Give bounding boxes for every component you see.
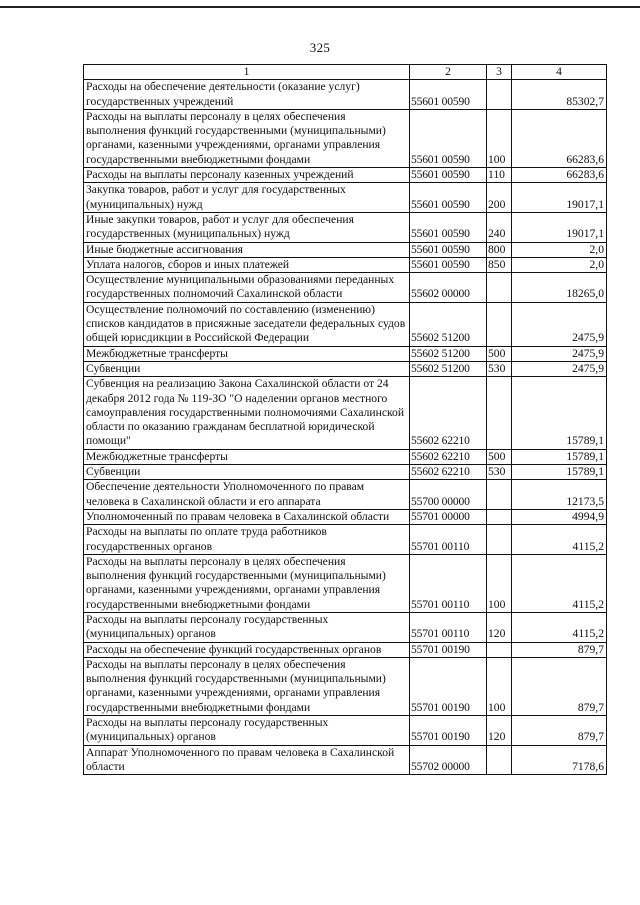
row-expense-type: 100 [487,109,512,167]
row-amount: 18265,0 [512,273,607,303]
row-amount: 2475,9 [512,302,607,346]
row-expense-type: 100 [487,554,512,612]
row-amount: 4115,2 [512,525,607,555]
table-header-row [84,65,607,80]
row-target-code: 55701 00190 [410,642,487,657]
row-description: Расходы на выплаты по оплате труда работников государственных органов [84,525,410,555]
row-target-code: 55701 00000 [410,509,487,524]
header-col-2: 2 [410,65,487,80]
row-target-code: 55602 51200 [410,361,487,376]
row-expense-type: 120 [487,716,512,746]
row-description: Уполномоченный по правам человека в Сахалинской области [84,509,410,524]
row-amount: 2,0 [512,242,607,257]
row-amount: 2475,9 [512,361,607,376]
table-row [84,273,607,303]
row-description: Осуществление муниципальными образованиями переданных государственных полномочий Сахалинской области [84,273,410,303]
row-description: Иные бюджетные ассигнования [84,242,410,257]
row-amount: 2475,9 [512,346,607,361]
table-row [84,465,607,480]
row-description: Закупка товаров, работ и услуг для государственных (муниципальных) нужд [84,183,410,213]
row-expense-type: 850 [487,257,512,272]
row-amount: 4994,9 [512,509,607,524]
row-target-code: 55601 00590 [410,212,487,242]
row-description: Уплата налогов, сборов и иных платежей [84,257,410,272]
row-target-code: 55602 62210 [410,377,487,449]
row-amount: 15789,1 [512,449,607,464]
row-amount: 19017,1 [512,183,607,213]
row-description: Иные закупки товаров, работ и услуг для обеспечения государственных (муниципальных) нужд [84,212,410,242]
row-expense-type [487,525,512,555]
row-description: Расходы на обеспечение функций государственных органов [84,642,410,657]
row-expense-type: 100 [487,657,512,715]
table-row [84,346,607,361]
row-description: Обеспечение деятельности Уполномоченного по правам человека в Сахалинской области и его аппарата [84,480,410,510]
table-row [84,257,607,272]
row-amount: 7178,6 [512,745,607,775]
table-row [84,168,607,183]
row-amount: 19017,1 [512,212,607,242]
row-target-code: 55602 62210 [410,449,487,464]
row-description: Осуществление полномочий по составлению (изменению) списков кандидатов в присяжные заседатели федеральных судов общей юрисдикции в Российской Федерации [84,302,410,346]
budget-table-body [84,65,607,775]
row-target-code: 55602 51200 [410,302,487,346]
row-description: Расходы на обеспечение деятельности (оказание услуг) государственных учреждений [84,80,410,110]
row-expense-type [487,80,512,110]
row-expense-type [487,480,512,510]
row-amount: 12173,5 [512,480,607,510]
table-row [84,302,607,346]
table-row [84,554,607,612]
row-target-code: 55602 51200 [410,346,487,361]
row-amount: 85302,7 [512,80,607,110]
row-target-code: 55701 00190 [410,716,487,746]
row-amount: 879,7 [512,642,607,657]
top-border-line [0,6,640,8]
row-target-code: 55701 00110 [410,612,487,642]
row-target-code: 55601 00590 [410,80,487,110]
table-row [84,242,607,257]
row-expense-type [487,509,512,524]
page-number: 325 [309,40,331,55]
table-row [84,449,607,464]
row-description: Субвенции [84,465,410,480]
row-description: Расходы на выплаты персоналу государственных (муниципальных) органов [84,716,410,746]
row-expense-type: 110 [487,168,512,183]
row-description: Межбюджетные трансферты [84,449,410,464]
row-description: Субвенции [84,361,410,376]
table-row [84,745,607,775]
row-target-code: 55601 00590 [410,168,487,183]
table-row [84,480,607,510]
row-target-code: 55602 00000 [410,273,487,303]
row-amount: 4115,2 [512,554,607,612]
table-row [84,377,607,449]
row-description: Расходы на выплаты персоналу в целях обеспечения выполнения функций государственными (муниципальными) органами, казенными учреждениями, органами управления государственными внебюджетными фондами [84,109,410,167]
row-expense-type: 200 [487,183,512,213]
row-target-code: 55701 00190 [410,657,487,715]
row-description: Расходы на выплаты персоналу казенных учреждений [84,168,410,183]
table-row [84,361,607,376]
row-target-code: 55601 00590 [410,183,487,213]
table-row [84,612,607,642]
table-row [84,716,607,746]
row-amount: 879,7 [512,657,607,715]
row-target-code: 55702 00000 [410,745,487,775]
row-target-code: 55601 00590 [410,109,487,167]
row-amount: 4115,2 [512,612,607,642]
row-expense-type [487,745,512,775]
row-target-code: 55602 62210 [410,465,487,480]
row-expense-type [487,642,512,657]
row-expense-type: 530 [487,361,512,376]
table-row [84,657,607,715]
row-target-code: 55700 00000 [410,480,487,510]
row-description: Субвенция на реализацию Закона Сахалинской области от 24 декабря 2012 года № 119-ЗО "О наделении органов местного самоуправления государственными полномочиями Сахалинской области по оказанию гражданам бесплатной юридической помощи" [84,377,410,449]
header-col-3: 3 [487,65,512,80]
row-amount: 66283,6 [512,168,607,183]
row-amount: 879,7 [512,716,607,746]
row-target-code: 55701 00110 [410,525,487,555]
row-description: Аппарат Уполномоченного по правам человека в Сахалинской области [84,745,410,775]
budget-table [83,64,607,775]
table-row [84,109,607,167]
row-expense-type [487,273,512,303]
row-description: Расходы на выплаты персоналу государственных (муниципальных) органов [84,612,410,642]
row-expense-type: 500 [487,449,512,464]
row-expense-type: 800 [487,242,512,257]
row-expense-type [487,377,512,449]
row-description: Расходы на выплаты персоналу в целях обеспечения выполнения функций государственными (муниципальными) органами, казенными учреждениями, органами управления государственными внебюджетными фондами [84,554,410,612]
table-row [84,80,607,110]
table-row [84,642,607,657]
row-expense-type: 500 [487,346,512,361]
table-row [84,509,607,524]
row-target-code: 55601 00590 [410,257,487,272]
row-expense-type: 240 [487,212,512,242]
row-expense-type [487,302,512,346]
table-row [84,183,607,213]
header-col-1: 1 [84,65,410,80]
row-target-code: 55701 00110 [410,554,487,612]
row-expense-type: 120 [487,612,512,642]
table-row [84,212,607,242]
table-row [84,525,607,555]
row-target-code: 55601 00590 [410,242,487,257]
row-expense-type: 530 [487,465,512,480]
row-description: Расходы на выплаты персоналу в целях обеспечения выполнения функций государственными (муниципальными) органами, казенными учреждениями, органами управления государственными внебюджетными фондами [84,657,410,715]
row-amount: 15789,1 [512,377,607,449]
row-amount: 15789,1 [512,465,607,480]
row-amount: 66283,6 [512,109,607,167]
row-description: Межбюджетные трансферты [84,346,410,361]
row-amount: 2,0 [512,257,607,272]
header-col-4: 4 [512,65,607,80]
